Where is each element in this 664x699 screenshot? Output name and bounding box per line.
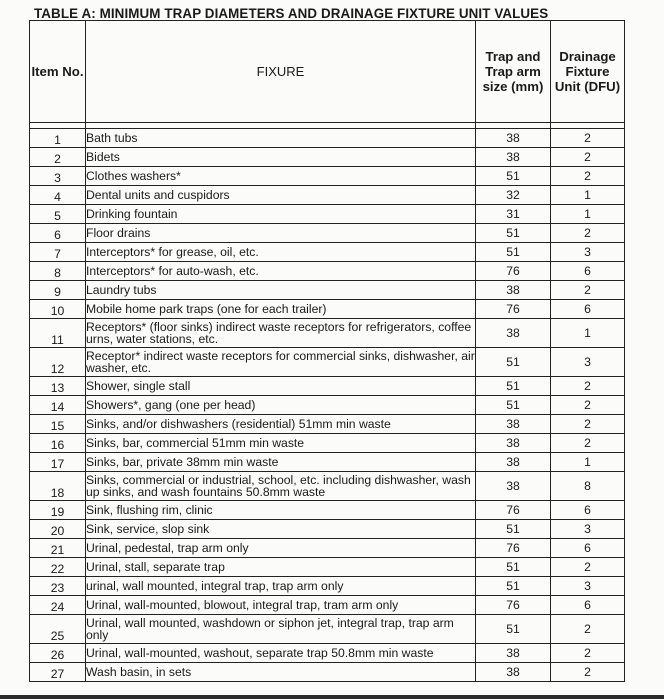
trap-size-cell: 38 xyxy=(476,281,551,300)
dfu-cell: 2 xyxy=(551,129,625,148)
dfu-cell: 2 xyxy=(551,644,625,663)
item-number-cell: 15 xyxy=(30,415,86,434)
fixture-cell: Interceptors* for grease, oil, etc. xyxy=(86,243,476,262)
fixture-cell: Urinal, wall-mounted, blowout, integral trap, tram arm only xyxy=(86,596,476,615)
dfu-cell: 3 xyxy=(551,348,625,377)
trap-size-cell: 38 xyxy=(476,453,551,472)
fixture-cell: Sink, flushing rim, clinic xyxy=(86,501,476,520)
dfu-cell: 6 xyxy=(551,262,625,281)
dfu-cell: 6 xyxy=(551,539,625,558)
table-row xyxy=(30,377,625,396)
dfu-cell: 6 xyxy=(551,596,625,615)
trap-size-cell: 76 xyxy=(476,300,551,319)
table-row xyxy=(30,281,625,300)
item-number-cell: 2 xyxy=(30,148,86,167)
item-number-cell: 3 xyxy=(30,167,86,186)
trap-size-cell: 76 xyxy=(476,501,551,520)
trap-size-cell: 38 xyxy=(476,415,551,434)
fixture-cell: Clothes washers* xyxy=(86,167,476,186)
dfu-cell: 2 xyxy=(551,224,625,243)
item-number-cell: 16 xyxy=(30,434,86,453)
table-row xyxy=(30,186,625,205)
header-dfu: Drainage Fixture Unit (DFU) xyxy=(551,21,625,123)
trap-size-cell: 51 xyxy=(476,243,551,262)
table-row xyxy=(30,300,625,319)
fixture-cell: Wash basin, in sets xyxy=(86,663,476,682)
fixture-cell: Mobile home park traps (one for each trailer) xyxy=(86,300,476,319)
dfu-cell: 1 xyxy=(551,453,625,472)
item-number-cell: 17 xyxy=(30,453,86,472)
header-item-no: Item No. xyxy=(30,21,86,123)
scan-edge-line xyxy=(0,695,664,699)
item-number-cell: 7 xyxy=(30,243,86,262)
dfu-cell: 1 xyxy=(551,205,625,224)
fixture-cell: Urinal, wall-mounted, washout, separate trap 50.8mm min waste xyxy=(86,644,476,663)
fixture-cell: Sinks, commercial or industrial, school, etc. including dishwasher, wash up sinks, and wash fountains 50.8mm waste xyxy=(86,472,476,501)
item-number-cell: 14 xyxy=(30,396,86,415)
header-trap-size: Trap and Trap arm size (mm) xyxy=(476,21,551,123)
item-number-cell: 10 xyxy=(30,300,86,319)
trap-size-cell: 51 xyxy=(476,577,551,596)
item-number-cell: 4 xyxy=(30,186,86,205)
header-row xyxy=(30,21,625,123)
dfu-cell: 8 xyxy=(551,472,625,501)
table-row xyxy=(30,205,625,224)
fixture-cell: Dental units and cuspidors xyxy=(86,186,476,205)
item-number-cell: 24 xyxy=(30,596,86,615)
trap-size-cell: 76 xyxy=(476,539,551,558)
fixture-cell: Interceptors* for auto-wash, etc. xyxy=(86,262,476,281)
fixture-cell: Sinks, bar, commercial 51mm min waste xyxy=(86,434,476,453)
table-row xyxy=(30,148,625,167)
dfu-cell: 1 xyxy=(551,186,625,205)
trap-size-cell: 38 xyxy=(476,472,551,501)
trap-diameter-table xyxy=(29,20,625,682)
trap-size-cell: 76 xyxy=(476,262,551,281)
item-number-cell: 11 xyxy=(30,319,86,348)
dfu-cell: 2 xyxy=(551,558,625,577)
table-title: TABLE A: MINIMUM TRAP DIAMETERS AND DRAINAGE FIXTURE UNIT VALUES xyxy=(34,6,549,21)
fixture-cell: Bidets xyxy=(86,148,476,167)
table-row xyxy=(30,615,625,644)
trap-size-cell: 76 xyxy=(476,596,551,615)
table-row xyxy=(30,129,625,148)
table-row xyxy=(30,501,625,520)
fixture-cell: Drinking fountain xyxy=(86,205,476,224)
trap-size-cell: 38 xyxy=(476,644,551,663)
item-number-cell: 22 xyxy=(30,558,86,577)
item-number-cell: 25 xyxy=(30,615,86,644)
item-number-cell: 1 xyxy=(30,129,86,148)
trap-size-cell: 51 xyxy=(476,520,551,539)
dfu-cell: 3 xyxy=(551,243,625,262)
dfu-cell: 2 xyxy=(551,148,625,167)
fixture-cell: Urinal, stall, separate trap xyxy=(86,558,476,577)
fixture-cell: Shower, single stall xyxy=(86,377,476,396)
trap-size-cell: 51 xyxy=(476,558,551,577)
fixture-cell: Showers*, gang (one per head) xyxy=(86,396,476,415)
item-number-cell: 19 xyxy=(30,501,86,520)
trap-size-cell: 38 xyxy=(476,319,551,348)
header-fixture: FIXURE xyxy=(86,21,476,123)
dfu-cell: 2 xyxy=(551,615,625,644)
dfu-cell: 2 xyxy=(551,396,625,415)
trap-size-cell: 38 xyxy=(476,129,551,148)
item-number-cell: 18 xyxy=(30,472,86,501)
table-row xyxy=(30,453,625,472)
trap-size-cell: 51 xyxy=(476,224,551,243)
dfu-cell: 6 xyxy=(551,501,625,520)
item-number-cell: 21 xyxy=(30,539,86,558)
dfu-cell: 2 xyxy=(551,377,625,396)
dfu-cell: 2 xyxy=(551,434,625,453)
item-number-cell: 20 xyxy=(30,520,86,539)
item-number-cell: 12 xyxy=(30,348,86,377)
fixture-cell: Urinal, pedestal, trap arm only xyxy=(86,539,476,558)
fixture-cell: Urinal, wall mounted, washdown or siphon jet, integral trap, trap arm only xyxy=(86,615,476,644)
fixture-cell: urinal, wall mounted, integral trap, trap arm only xyxy=(86,577,476,596)
trap-size-cell: 51 xyxy=(476,348,551,377)
trap-size-cell: 51 xyxy=(476,167,551,186)
item-number-cell: 5 xyxy=(30,205,86,224)
dfu-cell: 3 xyxy=(551,577,625,596)
item-number-cell: 26 xyxy=(30,644,86,663)
table-row xyxy=(30,434,625,453)
table-row xyxy=(30,224,625,243)
fixture-cell: Sinks, bar, private 38mm min waste xyxy=(86,453,476,472)
item-number-cell: 13 xyxy=(30,377,86,396)
dfu-cell: 2 xyxy=(551,281,625,300)
fixture-cell: Sinks, and/or dishwashers (residential) 51mm min waste xyxy=(86,415,476,434)
trap-size-cell: 38 xyxy=(476,663,551,682)
table-row xyxy=(30,558,625,577)
dfu-cell: 6 xyxy=(551,300,625,319)
item-number-cell: 23 xyxy=(30,577,86,596)
item-number-cell: 8 xyxy=(30,262,86,281)
fixture-cell: Bath tubs xyxy=(86,129,476,148)
dfu-cell: 2 xyxy=(551,167,625,186)
dfu-cell: 3 xyxy=(551,520,625,539)
trap-size-cell: 31 xyxy=(476,205,551,224)
table-row xyxy=(30,644,625,663)
table-row xyxy=(30,596,625,615)
table-row xyxy=(30,319,625,348)
fixture-cell: Receptors* (floor sinks) indirect waste receptors for refrigerators, coffee urns, water stations, etc. xyxy=(86,319,476,348)
fixture-cell: Receptor* indirect waste receptors for commercial sinks, dishwasher, air washer, etc. xyxy=(86,348,475,375)
trap-size-cell: 38 xyxy=(476,148,551,167)
table-row xyxy=(30,577,625,596)
table-row xyxy=(30,520,625,539)
table-row xyxy=(30,262,625,281)
dfu-cell: 2 xyxy=(551,663,625,682)
table-row xyxy=(30,472,625,501)
fixture-cell: Sink, service, slop sink xyxy=(86,520,476,539)
trap-size-cell: 51 xyxy=(476,615,551,644)
trap-size-cell: 51 xyxy=(476,377,551,396)
table-row xyxy=(30,167,625,186)
table-row xyxy=(30,415,625,434)
fixture-cell: Floor drains xyxy=(86,224,476,243)
table-row xyxy=(30,243,625,262)
trap-size-cell: 32 xyxy=(476,186,551,205)
fixture-cell: Laundry tubs xyxy=(86,281,476,300)
table-row xyxy=(30,348,625,377)
dfu-cell: 2 xyxy=(551,415,625,434)
item-number-cell: 9 xyxy=(30,281,86,300)
item-number-cell: 6 xyxy=(30,224,86,243)
trap-size-cell: 38 xyxy=(476,434,551,453)
dfu-cell: 1 xyxy=(551,319,625,348)
table-row xyxy=(30,663,625,682)
trap-size-cell: 51 xyxy=(476,396,551,415)
table-row xyxy=(30,539,625,558)
table-row xyxy=(30,396,625,415)
item-number-cell: 27 xyxy=(30,663,86,682)
